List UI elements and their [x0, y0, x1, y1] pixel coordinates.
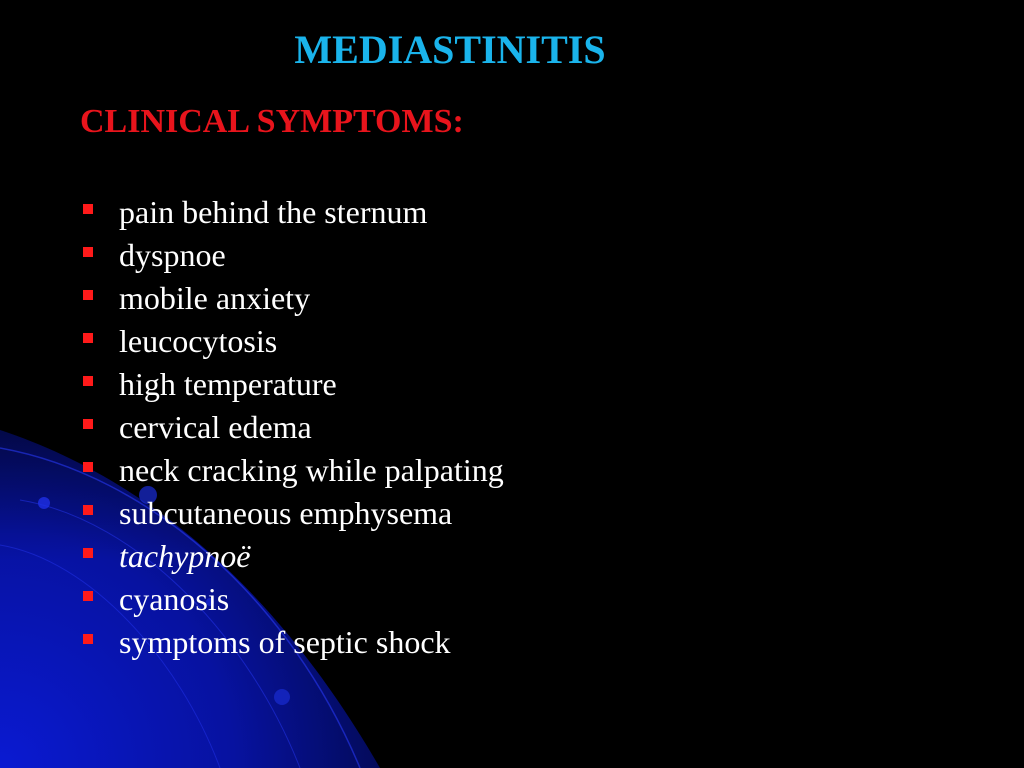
symptom-text: pain behind the sternum	[119, 194, 428, 230]
list-item	[80, 191, 504, 234]
square-bullet-icon	[83, 419, 93, 429]
symptom-text: high temperature	[119, 366, 337, 402]
list-item	[80, 492, 504, 535]
slide-title: MEDIASTINITIS	[294, 27, 606, 72]
slide-subtitle: CLINICAL SYMPTOMS:	[80, 103, 464, 140]
list-item	[80, 277, 504, 320]
square-bullet-icon	[83, 290, 93, 300]
symptom-text: mobile anxiety	[119, 280, 311, 316]
square-bullet-icon	[83, 204, 93, 214]
symptom-text: symptoms of septic shock	[119, 624, 451, 660]
symptom-text: neck cracking while palpating	[119, 452, 504, 488]
square-bullet-icon	[83, 462, 93, 472]
square-bullet-icon	[83, 591, 93, 601]
square-bullet-icon	[83, 333, 93, 343]
decor-dot-1	[38, 497, 50, 509]
list-item	[80, 406, 504, 449]
symptom-text: leucocytosis	[119, 323, 278, 359]
symptom-text: cervical edema	[119, 409, 312, 445]
square-bullet-icon	[83, 548, 93, 558]
decor-dot-3	[274, 689, 290, 705]
symptom-text: dyspnoe	[119, 237, 226, 273]
list-item	[80, 621, 504, 664]
square-bullet-icon	[83, 634, 93, 644]
list-item	[80, 320, 504, 363]
symptom-text: cyanosis	[119, 581, 230, 617]
list-item	[80, 234, 504, 277]
symptom-list	[80, 191, 504, 664]
symptom-text-italic: tachypnoë	[119, 538, 251, 574]
list-item	[80, 578, 504, 621]
list-item	[80, 363, 504, 406]
list-item	[80, 535, 504, 578]
symptom-text: subcutaneous emphysema	[119, 495, 453, 531]
list-item	[80, 449, 504, 492]
square-bullet-icon	[83, 247, 93, 257]
square-bullet-icon	[83, 376, 93, 386]
square-bullet-icon	[83, 505, 93, 515]
